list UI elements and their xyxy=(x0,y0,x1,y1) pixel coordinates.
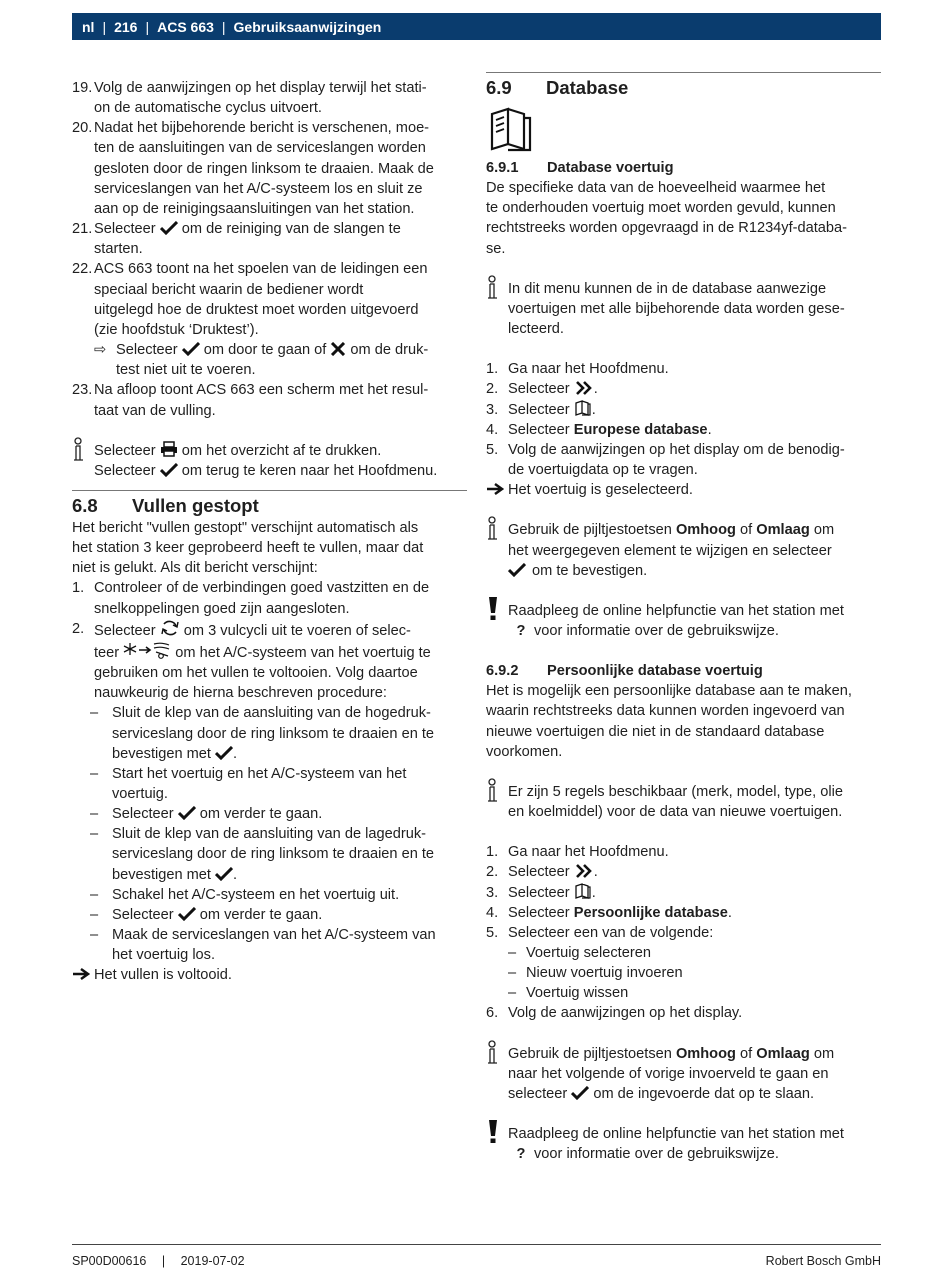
database-book-icon xyxy=(486,100,881,158)
header-separator: | xyxy=(145,18,150,35)
question-mark-icon: ? xyxy=(516,622,526,639)
checkmark-icon xyxy=(182,342,200,356)
question-mark-icon: ? xyxy=(516,1146,526,1163)
dash-item: – Selecteer om verder te gaan. xyxy=(90,906,323,923)
step-19: 19. Volg de aanwijzingen op het display terwijl het stati- on de automatische cyclus uitvoert. xyxy=(72,80,427,117)
checkmark-icon xyxy=(215,746,233,760)
list-item: 5. Selecteer een van de volgende: xyxy=(486,924,714,941)
cross-icon xyxy=(330,342,346,356)
info-icon xyxy=(486,782,508,822)
page-footer: SP00D00616 | 2019-07-02 Robert Bosch GmbH xyxy=(72,1244,881,1245)
info-note: Selecteer om het overzicht af te drukken. Selecteer om terug te keren naar het Hoofdmenu. xyxy=(72,441,467,481)
list-item: 2. Selecteer om 3 vulcycli uit te voeren of selec- teer om het A/C-systeem van het voertuig te gebruiken om het vullen te voltooien. Volg daartoe nauwkeurig de hierna beschreven procedure: xyxy=(72,620,431,702)
checkmark-icon xyxy=(215,867,233,881)
dash-item: – Sluit de klep van de aansluiting van de hogedruk- serviceslang door de ring linksom te draaien en te bevestigen met . xyxy=(90,705,435,762)
list-item: 5. Volg de aanwijzingen op het display om de benodig- de voertuigdata op te vragen. xyxy=(486,441,845,479)
database-book-icon xyxy=(574,883,592,899)
header-product: ACS 663 xyxy=(157,18,214,35)
dash-item: – Start het voertuig en het A/C-systeem van het voertuig. xyxy=(90,765,407,802)
checkmark-icon xyxy=(508,563,526,577)
list-item: 1. Ga naar het Hoofdmenu. xyxy=(486,844,669,861)
list-item: 2. Selecteer . xyxy=(486,864,598,881)
info-icon xyxy=(486,520,508,580)
section-heading-6-8: 6.8 Vullen gestopt xyxy=(72,494,259,516)
footer-date: 2019-07-02 xyxy=(180,1254,245,1268)
header-page-number: 216 xyxy=(114,18,138,35)
checkmark-icon xyxy=(571,1086,589,1100)
section-heading-6-9: 6.9 Database xyxy=(486,77,629,98)
section-heading-6-9-1: 6.9.1 Database voertuig xyxy=(486,160,674,176)
step-22: 22. ACS 663 toont na het spoelen van de leidingen een speciaal bericht waarin de bediener wordt uitgelegd hoe de druktest moet worden uitgevoerd (zie hoofdstuk ‘Druktest’). xyxy=(72,261,428,338)
step-23: 23. Na afloop toont ACS 663 een scherm met het resul- taat van de vulling. xyxy=(72,382,429,419)
list-item: 1. Ga naar het Hoofdmenu. xyxy=(486,361,669,378)
dash-item: – Voertuig wissen xyxy=(508,985,629,1002)
double-chevron-right-icon xyxy=(574,864,594,878)
section-6-9-1-intro: De specifieke data van de hoeveelheid waarmee het te onderhouden voertuig moet worden gevuld, kunnen rechtstreeks worden opgevraagd in de R1234yf-databa- se. xyxy=(486,180,848,257)
result-arrow-icon xyxy=(72,965,94,985)
warning-note: Raadpleeg de online helpfunctie van het station met ? voor informatie over de gebruikswijze. xyxy=(486,601,881,641)
step-20: 20. Nadat het bijbehorende bericht is verschenen, moe- ten de aansluitingen van de serviceslangen worden gesloten door de ringen linksom te draaien. Maak de serviceslangen van het A/C-systeem los en sluit ze aan op de reinigingsaansluitingen van het station. xyxy=(72,120,434,217)
info-note: Er zijn 5 regels beschikbaar (merk, model, type, olie en koelmiddel) voor de data van nieuwe voertuigen. xyxy=(486,782,881,822)
section-6-9-2-intro: Het is mogelijk een persoonlijke database aan te maken, waarin rechtstreeks data kunnen worden ingevoerd van nieuwe voertuigen die niet in de standaard database voorkomen. xyxy=(486,683,852,760)
dash-item: – Schakel het A/C-systeem en het voertuig uit. xyxy=(90,886,400,903)
section-6-8-intro: Het bericht "vullen gestopt" verschijnt automatisch als het station 3 keer geprobeerd heeft te vullen, maar dat niet is gelukt. Als dit bericht verschijnt: xyxy=(72,519,424,577)
footer-doc-code: SP00D00616 xyxy=(72,1254,147,1268)
double-chevron-right-icon xyxy=(574,381,594,395)
list-item: 6. Volg de aanwijzingen op het display. xyxy=(486,1005,743,1022)
dash-item: – Sluit de klep van de aansluiting van de lagedruk- serviceslang door de ring linksom te draaien en te bevestigen met . xyxy=(90,826,435,883)
dash-item: – Selecteer om verder te gaan. xyxy=(90,806,323,823)
result-arrow-icon xyxy=(486,480,508,500)
list-item: 4. Selecteer Europese database. xyxy=(486,421,712,438)
info-note: Gebruik de pijltjestoetsen Omhoog of Omlaag om het weergegeven element te wijzigen en selecteer om te bevestigen. xyxy=(486,520,881,580)
snowflake-to-vehicle-icon xyxy=(123,641,171,659)
info-icon xyxy=(486,279,508,339)
info-note: In dit menu kunnen de in de database aanwezige voertuigen met alle bijbehorende data worden gese- lecteerd. xyxy=(486,279,881,339)
checkmark-icon xyxy=(160,221,178,235)
page-header xyxy=(72,13,881,40)
step-22-sub: ⇨ Selecteer om door te gaan of om de druk- test niet uit te voeren. xyxy=(72,340,467,380)
exclamation-icon xyxy=(486,601,508,641)
list-item: 4. Selecteer Persoonlijke database. xyxy=(486,904,732,921)
outline-arrow-icon: ⇨ xyxy=(94,342,107,359)
exclamation-icon xyxy=(486,1124,508,1164)
result-line: Het voertuig is geselecteerd. xyxy=(486,480,881,500)
header-separator: | xyxy=(102,18,107,35)
right-column xyxy=(486,72,881,1164)
dash-item: – Maak de serviceslangen van het A/C-systeem van het voertuig los. xyxy=(90,927,436,964)
checkmark-icon xyxy=(178,907,196,921)
left-column xyxy=(72,78,467,986)
header-doc-title: Gebruiksaanwijzingen xyxy=(233,18,382,35)
header-separator: | xyxy=(221,18,226,35)
step-21: 21. Selecteer om de reiniging van de slangen te starten. xyxy=(72,221,401,258)
printer-icon xyxy=(160,441,178,457)
section-heading-6-9-2: 6.9.2 Persoonlijke database voertuig xyxy=(486,663,763,680)
dash-item: – Voertuig selecteren xyxy=(508,945,651,961)
info-note: Gebruik de pijltjestoetsen Omhoog of Omlaag om naar het volgende of vorige invoerveld te gaan en selecteer om de ingevoerde dat op te slaan. xyxy=(486,1044,881,1104)
list-item: 2. Selecteer . xyxy=(486,381,598,398)
list-item: 3. Selecteer . xyxy=(486,884,596,901)
database-book-icon xyxy=(574,400,592,416)
info-icon xyxy=(486,1044,508,1104)
checkmark-icon xyxy=(160,463,178,477)
dash-item: – Nieuw voertuig invoeren xyxy=(508,965,683,982)
result-line: Het vullen is voltooid. xyxy=(72,965,467,985)
warning-note: Raadpleeg de online helpfunctie van het station met ? voor informatie over de gebruikswijze. xyxy=(486,1124,881,1164)
checkmark-icon xyxy=(178,806,196,820)
list-item: 3. Selecteer . xyxy=(486,401,596,418)
refresh-cycle-icon xyxy=(160,619,180,637)
info-icon xyxy=(72,441,94,481)
footer-company: Robert Bosch GmbH xyxy=(765,1254,881,1268)
header-lang: nl xyxy=(82,18,95,35)
list-item: 1. Controleer of de verbindingen goed vastzitten en de snelkoppelingen goed zijn aangesloten. xyxy=(72,580,430,617)
